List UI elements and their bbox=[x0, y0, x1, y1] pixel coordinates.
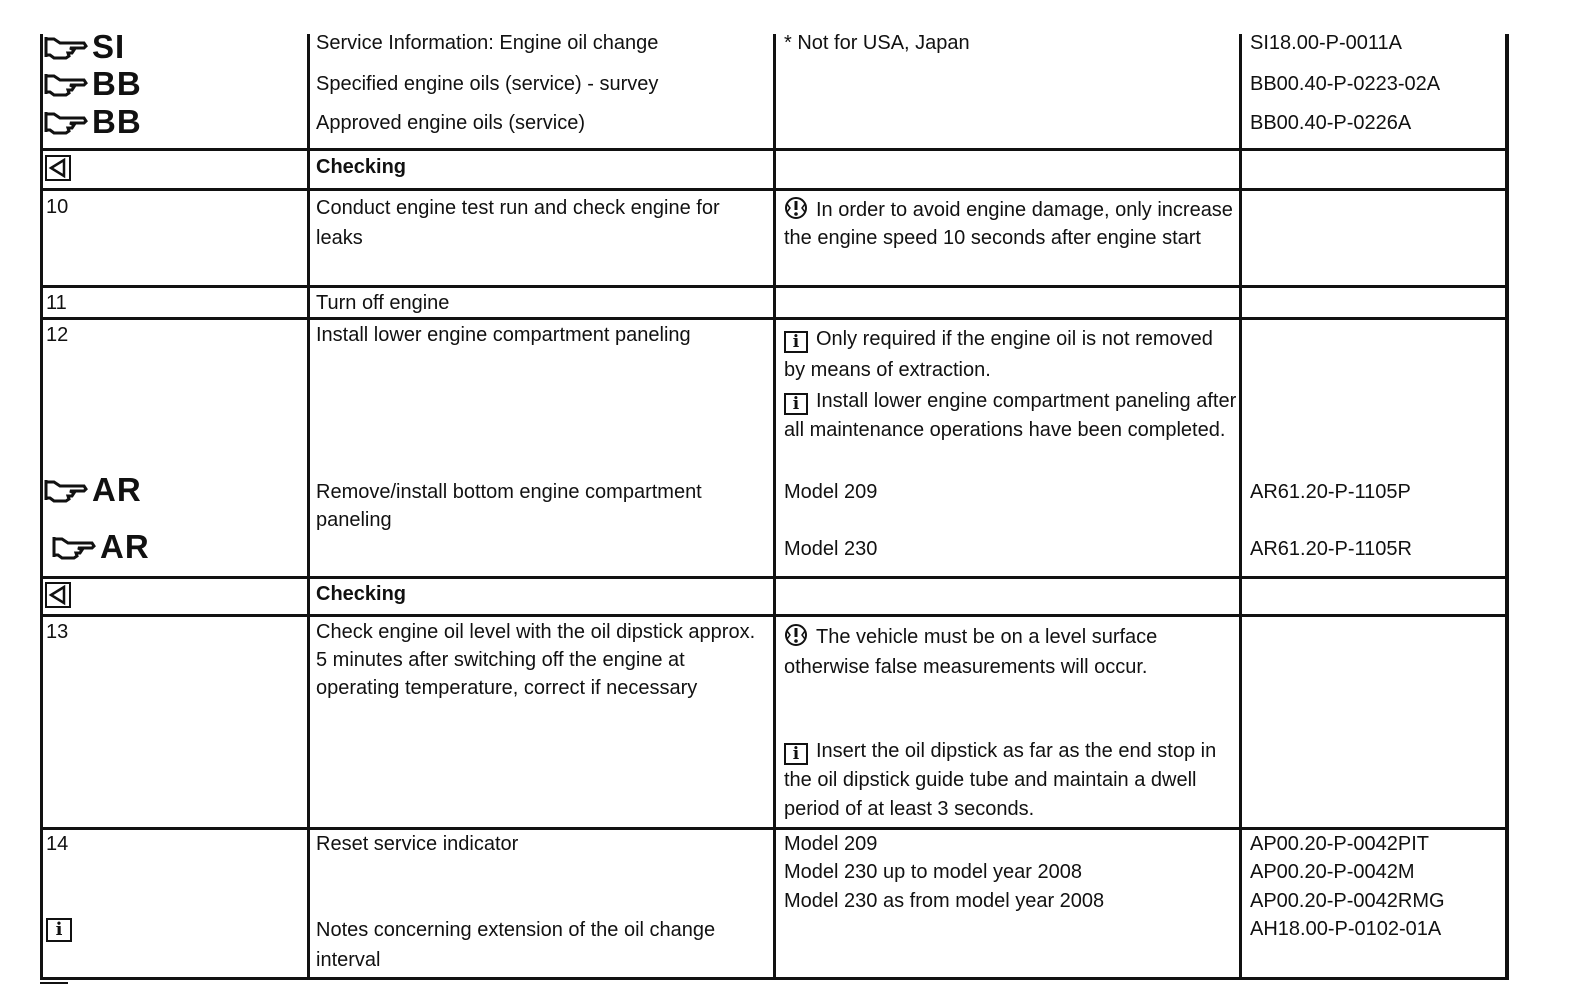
step-text: Check engine oil level with the oil dipstick approx. 5 minutes after switching off the engine at operating temperature, correct if necessary bbox=[316, 621, 756, 699]
section-heading: Checking bbox=[316, 583, 407, 605]
warning-text: In order to avoid engine damage, only increase the engine speed 10 seconds after engine start bbox=[784, 199, 1233, 249]
column-divider-3 bbox=[1239, 34, 1242, 980]
doc-type-tag: AR bbox=[92, 471, 142, 508]
doc-ref-text: Remove/install bottom engine compartment paneling bbox=[316, 481, 702, 531]
step-text: Conduct engine test run and check engine for leaks bbox=[316, 197, 720, 249]
info-link-text[interactable]: Notes concerning extension of the oil change interval bbox=[316, 919, 716, 971]
doc-ref-code[interactable]: BB00.40-P-0226A bbox=[1250, 112, 1412, 134]
doc-ref-code[interactable]: AR61.20-P-1105P bbox=[1250, 481, 1411, 503]
step-text: Install lower engine compartment paneling bbox=[316, 324, 691, 346]
table-border-right bbox=[1505, 34, 1509, 980]
step-text: Turn off engine bbox=[316, 292, 450, 314]
warning-icon bbox=[784, 196, 808, 220]
doc-ref-code[interactable]: AP00.20-P-0042PIT bbox=[1250, 833, 1429, 855]
table-border-left bbox=[40, 34, 43, 980]
doc-type-tag: AR bbox=[100, 528, 150, 565]
doc-ref-code[interactable]: SI18.00-P-0011A bbox=[1250, 32, 1402, 54]
step-number: 10 bbox=[46, 196, 69, 218]
info-note bbox=[784, 737, 1239, 824]
pointing-hand-icon bbox=[44, 70, 90, 98]
info-icon: i bbox=[784, 393, 808, 415]
column-divider-1 bbox=[307, 34, 310, 980]
row-divider bbox=[40, 576, 1509, 579]
step-number: 14 bbox=[46, 833, 69, 855]
doc-ref-text: Specified engine oils (service) - survey bbox=[316, 73, 659, 95]
row-divider bbox=[40, 285, 1509, 288]
doc-ref-code[interactable]: AH18.00-P-0102-01A bbox=[1250, 918, 1442, 940]
info-text: Insert the oil dipstick as far as the end stop in the oil dipstick guide tube and maintain a dwell period of at least 3 seconds. bbox=[784, 740, 1217, 820]
step-note bbox=[784, 622, 1239, 682]
section-heading: Checking bbox=[316, 156, 407, 178]
warning-icon bbox=[784, 623, 808, 647]
doc-ref-link[interactable] bbox=[52, 530, 150, 564]
doc-ref-text: Service Information: Engine oil change bbox=[316, 32, 659, 54]
model-label: Model 230 up to model year 2008 bbox=[784, 861, 1082, 883]
doc-ref-link[interactable] bbox=[44, 67, 142, 101]
step-number: 12 bbox=[46, 324, 69, 346]
back-arrow-icon bbox=[45, 582, 71, 608]
model-label: Model 209 bbox=[784, 833, 878, 855]
doc-ref-link[interactable] bbox=[44, 105, 142, 139]
info-icon: i bbox=[784, 743, 808, 765]
column-divider-2 bbox=[773, 34, 776, 980]
doc-type-tag: BB bbox=[92, 65, 142, 102]
info-note bbox=[784, 387, 1239, 445]
pointing-hand-icon bbox=[44, 476, 90, 504]
step-number: 13 bbox=[46, 621, 69, 643]
doc-ref-code[interactable]: AP00.20-P-0042M bbox=[1250, 861, 1415, 883]
doc-ref-link[interactable] bbox=[44, 30, 125, 64]
model-label: Model 230 bbox=[784, 538, 878, 560]
doc-ref-code[interactable]: BB00.40-P-0223-02A bbox=[1250, 73, 1441, 95]
step-number: 11 bbox=[46, 292, 67, 314]
doc-ref-link[interactable] bbox=[44, 473, 142, 507]
info-icon: i bbox=[784, 331, 808, 353]
doc-ref-code[interactable]: AR61.20-P-1105R bbox=[1250, 538, 1412, 560]
row-divider bbox=[40, 614, 1509, 617]
doc-ref-code[interactable]: AP00.20-P-0042RMG bbox=[1250, 890, 1445, 912]
row-divider bbox=[40, 317, 1509, 320]
info-note bbox=[784, 324, 1239, 386]
model-label: Model 209 bbox=[784, 481, 878, 503]
pointing-hand-icon bbox=[44, 108, 90, 136]
doc-ref-note: * Not for USA, Japan bbox=[784, 32, 970, 54]
row-divider bbox=[40, 148, 1509, 151]
info-icon: i bbox=[46, 918, 72, 942]
pointing-hand-icon bbox=[44, 33, 90, 61]
doc-type-tag: SI bbox=[92, 28, 126, 65]
doc-type-tag: BB bbox=[92, 103, 142, 140]
pointing-hand-icon bbox=[52, 533, 98, 561]
warning-text: The vehicle must be on a level surface otherwise false measurements will occur. bbox=[784, 626, 1158, 678]
row-divider bbox=[40, 188, 1509, 191]
doc-ref-text: Approved engine oils (service) bbox=[316, 112, 586, 134]
back-arrow-icon bbox=[45, 155, 71, 181]
info-text: Install lower engine compartment paneling after all maintenance operations have been completed. bbox=[784, 390, 1237, 441]
model-label: Model 230 as from model year 2008 bbox=[784, 890, 1105, 912]
step-note bbox=[784, 196, 1239, 252]
next-page-icon-edge bbox=[40, 982, 68, 984]
step-text: Reset service indicator bbox=[316, 833, 519, 855]
info-text: Only required if the engine oil is not removed by means of extraction. bbox=[784, 328, 1213, 381]
table-border-bottom bbox=[40, 977, 1509, 980]
